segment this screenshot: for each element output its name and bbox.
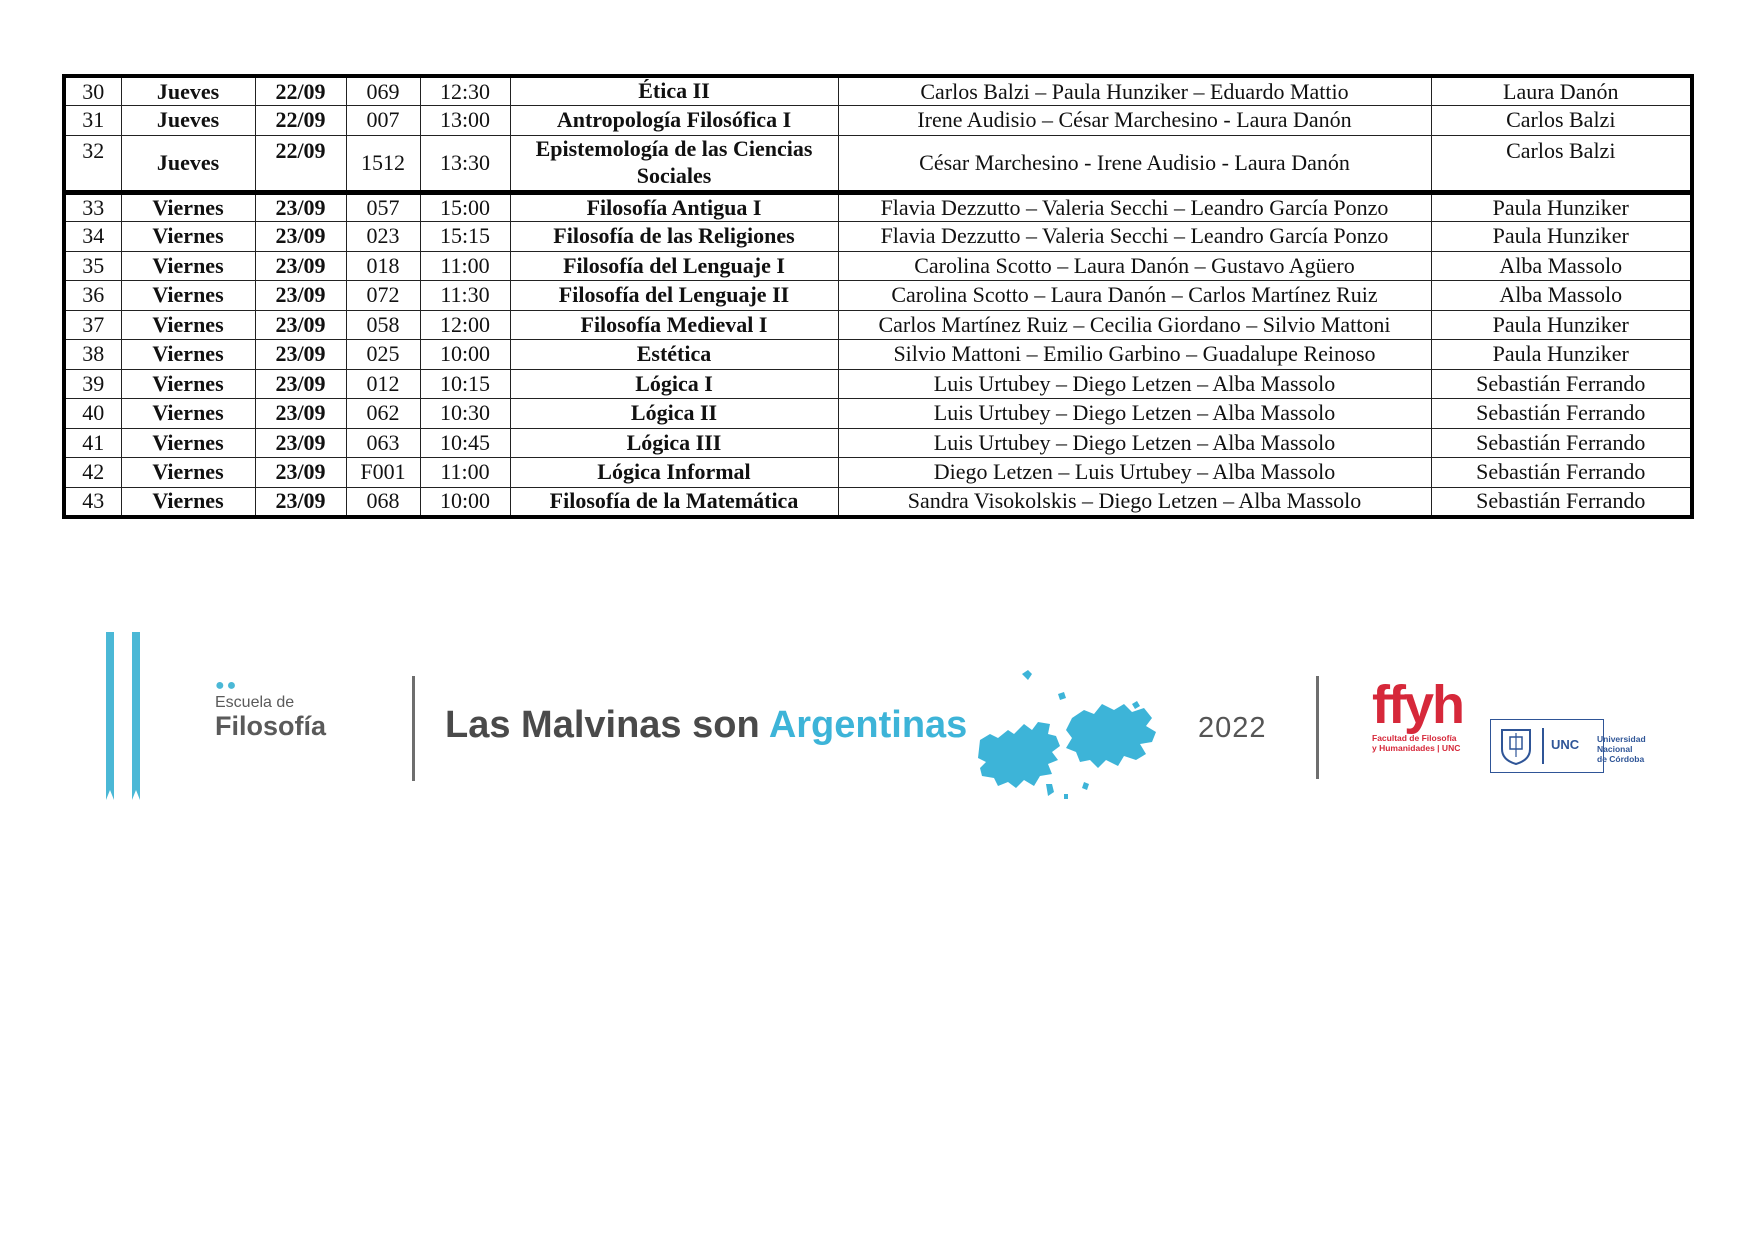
tribunal-cell: Flavia Dezzutto – Valeria Secchi – Leandro García Ponzo — [838, 222, 1431, 252]
time-cell: 13:30 — [420, 135, 510, 192]
code-cell: 025 — [346, 340, 420, 370]
substitute-cell: Sebastián Ferrando — [1431, 428, 1692, 458]
tribunal-cell: Irene Audisio – César Marchesino - Laura Danón — [838, 106, 1431, 136]
filosofia-label: Filosofía — [215, 710, 327, 741]
unc-box — [1490, 719, 1604, 773]
time-cell: 10:00 — [420, 340, 510, 370]
divider-left — [412, 676, 415, 781]
tribunal-cell: Diego Letzen – Luis Urtubey – Alba Massolo — [838, 458, 1431, 488]
subject-cell: Filosofía de la Matemática — [510, 487, 838, 517]
time-cell: 10:45 — [420, 428, 510, 458]
date-cell: 23/09 — [255, 487, 346, 517]
num-cell: 36 — [64, 281, 121, 311]
date-cell: 23/09 — [255, 251, 346, 281]
table-row — [64, 76, 1692, 106]
tribunal-cell: Carolina Scotto – Laura Danón – Gustavo Agüero — [838, 251, 1431, 281]
subject-cell: Ética II — [510, 76, 838, 106]
num-cell: 35 — [64, 251, 121, 281]
table-row — [64, 458, 1692, 488]
table-row — [64, 192, 1692, 222]
substitute-cell: Sebastián Ferrando — [1431, 487, 1692, 517]
table-row — [64, 399, 1692, 429]
time-cell: 13:00 — [420, 106, 510, 136]
tribunal-cell: Carolina Scotto – Laura Danón – Carlos Martínez Ruiz — [838, 281, 1431, 311]
tribunal-cell: Carlos Balzi – Paula Hunziker – Eduardo Mattio — [838, 76, 1431, 106]
code-cell: 007 — [346, 106, 420, 136]
code-cell: 069 — [346, 76, 420, 106]
subject-cell: Lógica Informal — [510, 458, 838, 488]
num-cell: 42 — [64, 458, 121, 488]
date-cell: 23/09 — [255, 310, 346, 340]
num-cell: 41 — [64, 428, 121, 458]
ffyh-logo — [1372, 675, 1463, 754]
substitute-cell: Paula Hunziker — [1431, 192, 1692, 222]
time-cell: 10:30 — [420, 399, 510, 429]
num-cell: 32 — [64, 135, 121, 192]
substitute-cell: Paula Hunziker — [1431, 310, 1692, 340]
tribunal-cell: Luis Urtubey – Diego Letzen – Alba Massolo — [838, 428, 1431, 458]
unc-full-1: Universidad — [1597, 734, 1646, 744]
date-cell: 23/09 — [255, 458, 346, 488]
subject-cell: Filosofía del Lenguaje II — [510, 281, 838, 311]
substitute-cell: Carlos Balzi — [1431, 106, 1692, 136]
tribunal-cell: Luis Urtubey – Diego Letzen – Alba Massolo — [838, 369, 1431, 399]
time-cell: 10:15 — [420, 369, 510, 399]
num-cell: 39 — [64, 369, 121, 399]
substitute-cell: Paula Hunziker — [1431, 222, 1692, 252]
day-cell: Viernes — [121, 369, 255, 399]
table-row — [64, 487, 1692, 517]
day-cell: Viernes — [121, 340, 255, 370]
substitute-cell: Sebastián Ferrando — [1431, 458, 1692, 488]
table-row — [64, 340, 1692, 370]
unc-full-2: Nacional — [1597, 743, 1633, 754]
num-cell: 33 — [64, 192, 121, 222]
tribunal-cell: César Marchesino - Irene Audisio - Laura Danón — [838, 135, 1431, 192]
date-cell: 23/09 — [255, 399, 346, 429]
substitute-cell: Laura Danón — [1431, 76, 1692, 106]
tribunal-cell: Carlos Martínez Ruiz – Cecilia Giordano – Silvio Mattoni — [838, 310, 1431, 340]
malvinas-slogan — [445, 704, 967, 747]
exam-schedule-table — [62, 74, 1694, 519]
ffyh-mark: ffyh — [1372, 675, 1463, 735]
time-cell: 12:00 — [420, 310, 510, 340]
ffyh-sub-1: Facultad de Filosofía — [1372, 733, 1457, 743]
escuela-label: Escuela de — [215, 694, 295, 711]
tribunal-cell: Sandra Visokolskis – Diego Letzen – Alba Massolo — [838, 487, 1431, 517]
escuela-filosofia-logo — [215, 678, 326, 740]
subject-cell: Filosofía Antigua I — [510, 192, 838, 222]
subject-cell: Lógica III — [510, 428, 838, 458]
time-cell: 11:00 — [420, 458, 510, 488]
code-cell: 023 — [346, 222, 420, 252]
num-cell: 34 — [64, 222, 121, 252]
code-cell: 057 — [346, 192, 420, 222]
code-cell: 063 — [346, 428, 420, 458]
unc-full-3: de Córdoba — [1597, 753, 1645, 764]
day-cell: Jueves — [121, 76, 255, 106]
substitute-cell: Alba Massolo — [1431, 251, 1692, 281]
substitute-cell: Sebastián Ferrando — [1431, 369, 1692, 399]
day-cell: Viernes — [121, 458, 255, 488]
substitute-cell: Paula Hunziker — [1431, 340, 1692, 370]
ffyh-sub-2: y Humanidades | UNC — [1372, 742, 1461, 753]
date-cell: 23/09 — [255, 192, 346, 222]
substitute-cell: Alba Massolo — [1431, 281, 1692, 311]
school-ribbon-icon — [106, 632, 142, 800]
table-row — [64, 251, 1692, 281]
unc-label: UNC — [1551, 737, 1580, 752]
date-cell: 23/09 — [255, 369, 346, 399]
code-cell: 058 — [346, 310, 420, 340]
subject-cell: Lógica I — [510, 369, 838, 399]
unc-separator — [1542, 728, 1544, 764]
table-row — [64, 222, 1692, 252]
slogan-part-b: Argentinas — [768, 704, 968, 746]
unc-full-name — [1597, 735, 1646, 764]
subject-cell: Filosofía del Lenguaje I — [510, 251, 838, 281]
date-cell: 23/09 — [255, 428, 346, 458]
subject-cell: Lógica II — [510, 399, 838, 429]
substitute-cell: Sebastián Ferrando — [1431, 399, 1692, 429]
slogan-part-a: Las Malvinas son — [445, 704, 769, 746]
table-row — [64, 310, 1692, 340]
date-cell: 22/09 — [255, 76, 346, 106]
day-cell: Viernes — [121, 487, 255, 517]
day-cell: Jueves — [121, 135, 255, 192]
table-row — [64, 281, 1692, 311]
num-cell: 37 — [64, 310, 121, 340]
divider-right — [1316, 676, 1319, 779]
code-cell: 068 — [346, 487, 420, 517]
substitute-cell: Carlos Balzi — [1431, 135, 1692, 192]
malvinas-islands-icon — [962, 664, 1167, 800]
num-cell: 38 — [64, 340, 121, 370]
code-cell: 012 — [346, 369, 420, 399]
subject-cell: Filosofía de las Religiones — [510, 222, 838, 252]
date-cell: 23/09 — [255, 281, 346, 311]
num-cell: 31 — [64, 106, 121, 136]
time-cell: 12:30 — [420, 76, 510, 106]
subject-cell: Estética — [510, 340, 838, 370]
code-cell: 072 — [346, 281, 420, 311]
date-cell: 23/09 — [255, 340, 346, 370]
num-cell: 43 — [64, 487, 121, 517]
day-cell: Viernes — [121, 222, 255, 252]
table-row — [64, 106, 1692, 136]
unc-logo — [1490, 719, 1660, 771]
subject-cell: Epistemología de las Ciencias Sociales — [510, 135, 838, 192]
day-cell: Jueves — [121, 106, 255, 136]
time-cell: 11:30 — [420, 281, 510, 311]
table-row — [64, 369, 1692, 399]
day-cell: Viernes — [121, 251, 255, 281]
num-cell: 40 — [64, 399, 121, 429]
year-label: 2022 — [1198, 712, 1267, 744]
date-cell: 22/09 — [255, 106, 346, 136]
subject-cell: Antropología Filosófica I — [510, 106, 838, 136]
time-cell: 10:00 — [420, 487, 510, 517]
code-cell: 1512 — [346, 135, 420, 192]
dots-icon: ●● — [215, 677, 239, 694]
shield-icon — [1499, 727, 1533, 765]
day-cell: Viernes — [121, 310, 255, 340]
day-cell: Viernes — [121, 192, 255, 222]
tribunal-cell: Luis Urtubey – Diego Letzen – Alba Massolo — [838, 399, 1431, 429]
table-row — [64, 135, 1692, 192]
code-cell: 018 — [346, 251, 420, 281]
date-cell: 22/09 — [255, 135, 346, 192]
tribunal-cell: Flavia Dezzutto – Valeria Secchi – Leandro García Ponzo — [838, 192, 1431, 222]
date-cell: 23/09 — [255, 222, 346, 252]
day-cell: Viernes — [121, 281, 255, 311]
time-cell: 15:15 — [420, 222, 510, 252]
subject-cell: Filosofía Medieval I — [510, 310, 838, 340]
tribunal-cell: Silvio Mattoni – Emilio Garbino – Guadalupe Reinoso — [838, 340, 1431, 370]
num-cell: 30 — [64, 76, 121, 106]
code-cell: F001 — [346, 458, 420, 488]
day-cell: Viernes — [121, 399, 255, 429]
code-cell: 062 — [346, 399, 420, 429]
table-row — [64, 428, 1692, 458]
day-cell: Viernes — [121, 428, 255, 458]
time-cell: 11:00 — [420, 251, 510, 281]
time-cell: 15:00 — [420, 192, 510, 222]
